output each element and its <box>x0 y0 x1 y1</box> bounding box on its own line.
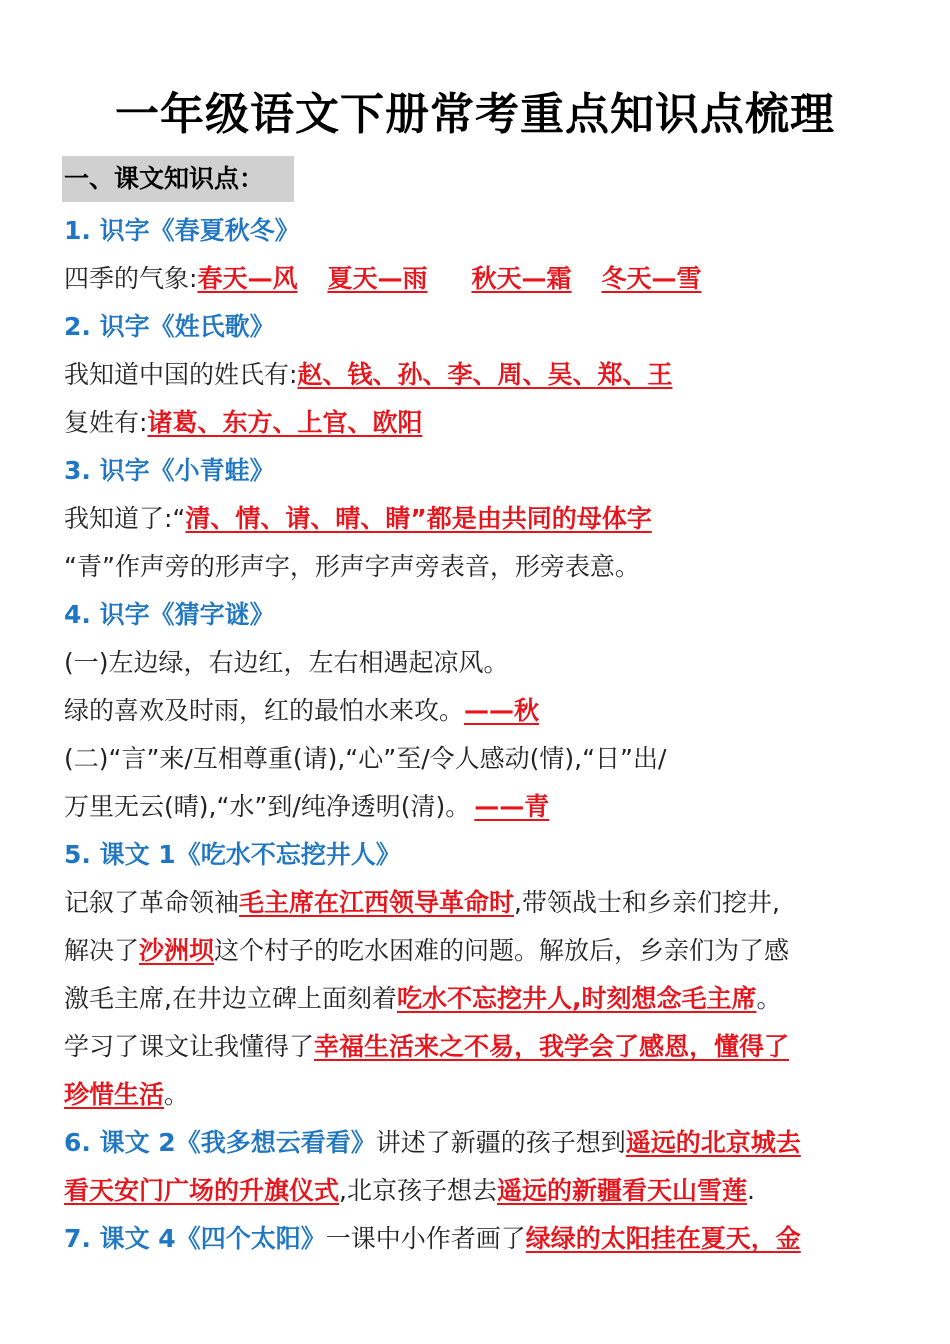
item-heading-2 <box>64 310 894 344</box>
text: 学习了课文让我懂得了 <box>64 1032 315 1061</box>
heading-text: 3. 识字《小青蛙》 <box>64 456 275 485</box>
answer-red: 幸福生活来之不易，我学会了感恩，懂得了 <box>314 1032 790 1061</box>
lesson-4-line-1 <box>64 1222 894 1256</box>
answer-riddle-1: ——秋 <box>464 696 540 725</box>
answer-summer: 夏天—雨 <box>327 264 428 293</box>
heading-text: 6. 课文 2《我多想云看看》 <box>64 1128 376 1157</box>
text: 。 <box>756 984 782 1013</box>
lesson-1-line-5 <box>64 1078 894 1112</box>
section-heading: 一、课文知识点： <box>62 156 294 202</box>
surnames-line <box>64 358 894 392</box>
page-title: 一年级语文下册常考重点知识点梳理 <box>115 89 835 140</box>
answer-autumn: 秋天—霜 <box>471 264 572 293</box>
text: 我知道了:“ <box>64 504 186 533</box>
text: 万里无云(晴),“水”到/纯净透明(清)。 <box>64 792 471 821</box>
text: 四季的气象: <box>64 264 198 293</box>
answer-riddle-2: ——青 <box>474 792 550 821</box>
text: 讲述了新疆的孩子想到 <box>375 1128 626 1157</box>
riddle-1-line-1 <box>64 646 894 680</box>
answer-red: 看天安门广场的升旗仪式 <box>64 1176 340 1205</box>
text: 解决了 <box>64 936 140 965</box>
text: 。 <box>164 1080 190 1109</box>
answer-red: 遥远的新疆看天山雪莲 <box>496 1176 747 1205</box>
answer-red: 绿绿的太阳挂在夏天，金 <box>525 1224 801 1253</box>
text: ,带领战士和乡亲们挖井, <box>514 888 780 917</box>
text: . <box>746 1176 755 1205</box>
answer-compound-surnames: 诸葛、东方、上官、欧阳 <box>147 408 423 437</box>
answer-surnames: 赵、钱、孙、李、周、吴、郑、王 <box>297 360 673 389</box>
heading-text: 7. 课文 4《四个太阳》 <box>64 1224 326 1253</box>
item-heading-3 <box>64 454 894 488</box>
item-heading-5 <box>64 838 894 872</box>
riddle-2-line-2 <box>64 790 894 824</box>
answer-qing: 清、情、请、晴、睛”都是由共同的母体字 <box>185 504 652 533</box>
lesson-2-line-1 <box>64 1126 894 1160</box>
item-heading-4 <box>64 598 894 632</box>
text: “青”作声旁的形声字，形声字声旁表音，形旁表意。 <box>64 552 640 581</box>
lesson-1-line-2 <box>64 934 894 968</box>
heading-text: 1. 识字《春夏秋冬》 <box>64 216 300 245</box>
heading-text: 2. 识字《姓氏歌》 <box>64 312 275 341</box>
answer-red: 毛主席在江西领导革命时 <box>239 888 515 917</box>
heading-text: 4. 识字《猜字谜》 <box>64 600 275 629</box>
riddle-2-line-1 <box>64 742 894 776</box>
qing-line <box>64 502 894 536</box>
text: 我知道中国的姓氏有: <box>64 360 298 389</box>
text: 记叙了革命领袖 <box>64 888 240 917</box>
lesson-1-line-1 <box>64 886 894 920</box>
answer-red: 珍惜生活 <box>64 1080 165 1109</box>
answer-winter: 冬天—雪 <box>601 264 702 293</box>
seasons-line <box>64 262 894 296</box>
text: 一课中小作者画了 <box>325 1224 526 1253</box>
phonetic-line <box>64 550 894 584</box>
answer-red: 沙洲坝 <box>139 936 215 965</box>
lesson-1-line-4 <box>64 1030 894 1064</box>
text: (二)“言”来/互相尊重(请),“心”至/令人感动(情),“日”出/ <box>64 744 667 773</box>
answer-spring: 春天—风 <box>197 264 298 293</box>
text: ,北京孩子想去 <box>339 1176 497 1205</box>
lesson-2-line-2 <box>64 1174 894 1208</box>
answer-red: 吃水不忘挖井人,时刻想念毛主席 <box>396 984 757 1013</box>
text: 绿的喜欢及时雨，红的最怕水来攻。 <box>64 696 465 725</box>
riddle-1-line-2 <box>64 694 894 728</box>
text: 激毛主席,在井边立碑上面刻着 <box>64 984 397 1013</box>
text: 这个村子的吃水困难的问题。解放后，乡亲们为了感 <box>214 936 790 965</box>
item-heading-1 <box>64 214 894 248</box>
text: 复姓有: <box>64 408 148 437</box>
heading-text: 5. 课文 1《吃水不忘挖井人》 <box>64 840 401 869</box>
text: (一)左边绿，右边红，左右相遇起凉风。 <box>64 648 509 677</box>
lesson-1-line-3 <box>64 982 894 1016</box>
answer-red: 遥远的北京城去 <box>625 1128 801 1157</box>
compound-surnames-line <box>64 406 894 440</box>
